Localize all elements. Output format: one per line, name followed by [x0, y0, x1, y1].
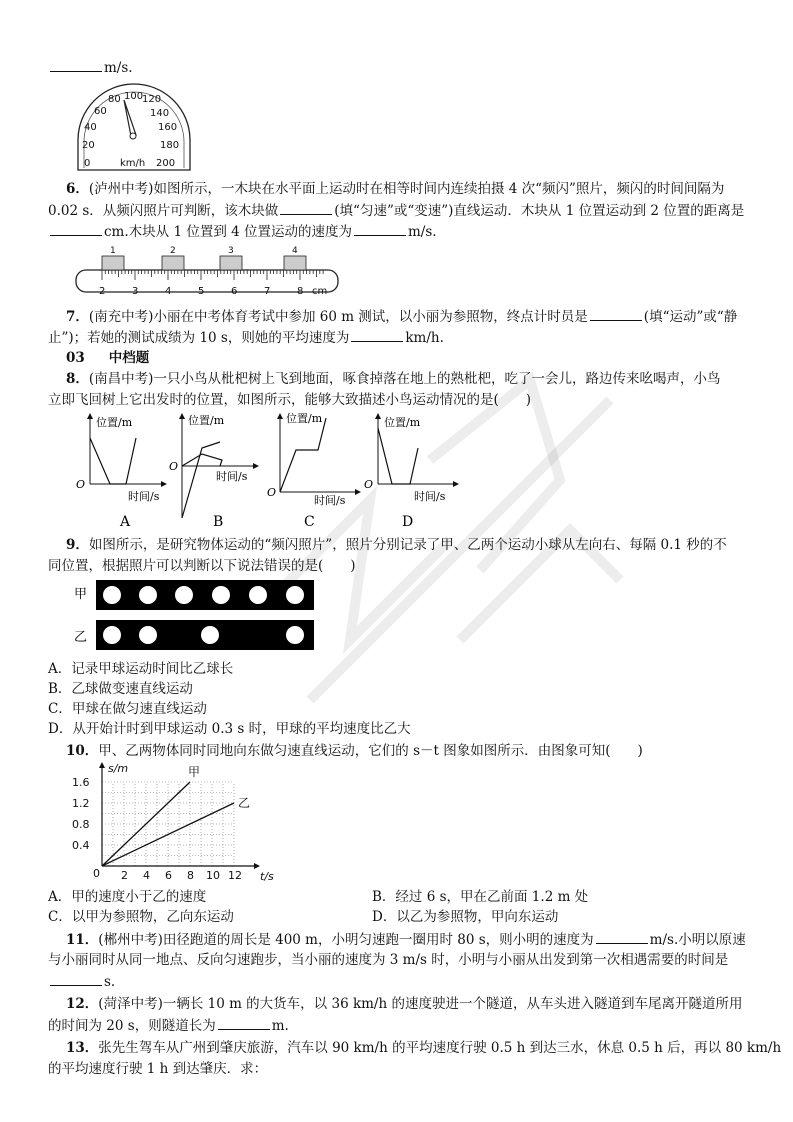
speedometer-figure	[74, 82, 194, 172]
option-b: B	[213, 514, 224, 530]
graph-d-xlabel: 时间/s	[414, 490, 446, 503]
q6-blank-1[interactable]	[280, 201, 332, 215]
st-graph	[70, 760, 284, 884]
y-axis-label: s/m	[108, 762, 129, 775]
q6-line1: 6．(泸州中考)如图所示，一木块在水平面上运动时在相等时间内连续拍摄 4 次“频闪”照片，频闪的时间间隔为	[66, 181, 725, 197]
svg-text:O: O	[169, 460, 179, 473]
q10-line1: 10．甲、乙两物体同时同地向东做匀速直线运动，它们的 s－t 图象如图所示．由图象可知( )	[66, 743, 643, 759]
series-label-0: 甲	[188, 765, 201, 779]
speed-tick-80: 80	[108, 94, 121, 105]
speed-tick-200: 200	[156, 158, 176, 169]
q11-line1: 11．(郴州中考)田径跑道的周长是 400 m，小明匀速跑一圈用时 80 s，则小明的速度为 m/s.小明以原速	[66, 932, 746, 948]
y-tick-label: 1.2	[72, 797, 90, 810]
speed-tick-120: 120	[142, 94, 162, 105]
q8-line2: 立即飞回树上它出发时的位置，如图所示，能够大致描述小鸟运动情况的是( )	[48, 392, 532, 408]
speed-tick-20: 20	[82, 140, 95, 151]
ruler-num-2: 2	[99, 286, 106, 297]
q9-choice-c[interactable]: C．甲球在做匀速直线运动	[48, 701, 207, 717]
speed-tick-40: 40	[84, 122, 97, 133]
block-3	[220, 256, 242, 270]
svg-text:O: O	[267, 486, 277, 499]
q13-line1: 13．张先生驾车从广州到肇庆旅游，汽车以 90 km/h 的平均速度行驶 0.5 h 到达三水，休息 0.5 h 后，再以 80 km/h	[66, 1040, 782, 1056]
speed-tick-160: 160	[158, 122, 178, 133]
x-axis-arrow-icon	[254, 863, 260, 869]
graph-a-xlabel: 时间/s	[128, 490, 160, 503]
q6-blank-2[interactable]	[50, 222, 102, 236]
x-tick-label: 2	[121, 869, 128, 882]
block-label-4: 4	[292, 246, 298, 256]
q9-line1: 9．如图所示，是研究物体运动的“频闪照片”，照片分别记录了甲、乙两个运动小球从左向右、每隔 0.1 秒的不	[66, 537, 727, 553]
speed-tick-0: 0	[84, 158, 91, 169]
q10-choice-a[interactable]: A．甲的速度小于乙的速度	[48, 889, 207, 905]
block-4	[284, 256, 306, 270]
q9-line2: 同位置，根据照片可以判断以下说法错误的是( )	[48, 558, 356, 574]
speed-unit: km/h	[120, 158, 146, 169]
x-axis-label: t/s	[260, 870, 274, 883]
strip-jia	[96, 580, 314, 610]
graph-a-ylabel: 位置/m	[96, 416, 133, 429]
x-tick-label: 8	[187, 869, 194, 882]
section-header	[66, 349, 149, 367]
x-tick-label: 4	[143, 869, 150, 882]
block-label-2: 2	[170, 246, 176, 256]
series-label-1: 乙	[238, 796, 251, 810]
graph-b-ylabel: 位置/m	[188, 414, 225, 427]
option-c: C	[304, 514, 315, 530]
q6-line2: 0.02 s．从频闪照片可判断，该木块做 (填“匀速”或“变速”)直线运动．木块从 1 位置运动到 2 位置的距离是	[48, 203, 745, 219]
ruler-num-3: 3	[132, 286, 139, 297]
origin-label: 0	[93, 867, 100, 880]
top-answer-line	[48, 58, 133, 77]
option-d: D	[402, 514, 414, 530]
ruler-num-4: 4	[165, 286, 172, 297]
ruler-num-7: 7	[264, 286, 271, 297]
strip-label-jia: 甲	[74, 587, 88, 602]
q11-blank-1[interactable]	[596, 930, 648, 944]
option-a: A	[120, 514, 131, 530]
section-title: 中档题	[108, 350, 150, 366]
q10-choice-d[interactable]: D．以乙为参照物，甲向东运动	[372, 909, 559, 925]
x-tick-label: 12	[228, 869, 242, 882]
block-2	[162, 256, 184, 270]
block-label-1: 1	[110, 246, 116, 256]
q11-blank-2[interactable]	[50, 972, 102, 986]
y-tick-label: 0.8	[72, 818, 90, 831]
graph-c-ylabel: 位置/m	[286, 412, 323, 425]
y-tick-label: 0.4	[72, 839, 90, 852]
q9-choice-b[interactable]: B．乙球做变速直线运动	[48, 681, 193, 697]
q12-line1: 12．(菏泽中考)一辆长 10 m 的大货车，以 36 km/h 的速度驶进一个隧道，从车头进入隧道到车尾离开隧道所用	[66, 996, 743, 1012]
speed-tick-100: 100	[124, 91, 144, 102]
ruler-figure	[74, 244, 354, 298]
q6-line3: cm.木块从 1 位置到 4 位置运动的速度为 m/s.	[48, 222, 437, 241]
ruler-num-5: 5	[198, 286, 205, 297]
graph-b	[169, 414, 258, 530]
q12-blank[interactable]	[218, 1016, 270, 1030]
q9-choice-a[interactable]: A．记录甲球运动时间比乙球长	[48, 661, 234, 677]
q12-line2: 的时间为 20 s，则隧道长为 m.	[48, 1018, 289, 1034]
needle-icon	[124, 100, 136, 136]
block-label-3: 3	[228, 246, 234, 256]
svg-text:O: O	[76, 478, 86, 491]
ruler-unit: cm	[312, 286, 328, 297]
speed-tick-180: 180	[160, 140, 180, 151]
section-code: 03	[66, 350, 85, 366]
graph-d	[364, 414, 458, 530]
x-tick-label: 10	[206, 869, 220, 882]
q10-choice-b[interactable]: B．经过 6 s，甲在乙前面 1.2 m 处	[372, 889, 589, 905]
block-1	[102, 256, 124, 270]
q7-line2: 止”)；若她的测试成绩为 10 s，则她的平均速度为 km/h.	[48, 330, 444, 346]
q11-line2: 与小丽同时从同一地点、反向匀速跑步，当小丽的速度为 3 m/s 时，小明与小丽从出发到第一次相遇需要的时间是	[48, 952, 729, 968]
speed-tick-60: 60	[94, 106, 107, 117]
q13-line2: 的平均速度行驶 1 h 到达肇庆．求：	[48, 1061, 268, 1077]
x-tick-label: 6	[165, 869, 172, 882]
ruler-num-8: 8	[297, 286, 304, 297]
q7-blank-2[interactable]	[351, 328, 403, 342]
graph-d-ylabel: 位置/m	[384, 416, 421, 429]
y-tick-label: 1.6	[72, 776, 90, 789]
graph-c	[267, 412, 360, 530]
q7-blank-1[interactable]	[590, 307, 642, 321]
q7-line1: 7．(南充中考)小丽在中考体育考试中参加 60 m 测试，以小丽为参照物，终点计时员是 (填“运动”或“静	[66, 309, 738, 325]
answer-blank[interactable]	[50, 58, 102, 72]
strip-label-yi: 乙	[74, 630, 88, 645]
graph-a	[76, 414, 166, 530]
q6-blank-3[interactable]	[354, 222, 406, 236]
graph-c-xlabel: 时间/s	[314, 494, 346, 507]
ruler-num-6: 6	[231, 286, 238, 297]
q10-choice-c[interactable]: C．以甲为参照物，乙向东运动	[48, 909, 234, 925]
q9-choice-d[interactable]: D．从开始计时到甲球运动 0.3 s 时，甲球的平均速度比乙大	[48, 721, 411, 737]
speed-tick-140: 140	[150, 108, 170, 119]
graph-b-xlabel: 时间/s	[216, 470, 248, 483]
q11-line3: s.	[48, 972, 115, 991]
flash-photo-figure	[74, 578, 320, 652]
q8-graphs	[70, 408, 470, 530]
y-axis-arrow-icon	[99, 762, 105, 768]
unit-text: m/s.	[104, 60, 133, 76]
q8-line1: 8．(南昌中考)一只小鸟从枇杷树上飞到地面，啄食掉落在地上的熟枇杷，吃了一会儿，路边传来吆喝声，小鸟	[66, 371, 721, 387]
svg-text:O: O	[364, 478, 374, 491]
